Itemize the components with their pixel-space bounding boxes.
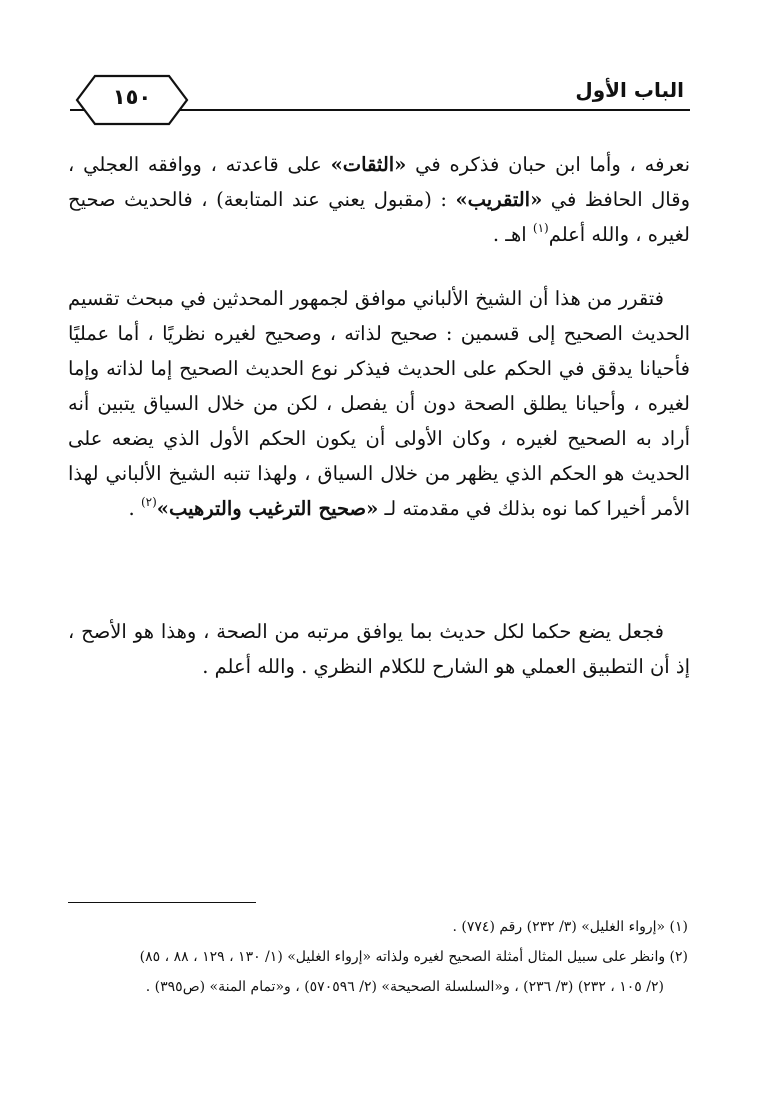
footnote-1: (١) «إرواء الغليل» (٣/ ٢٣٢) رقم (٧٧٤) . xyxy=(452,919,688,935)
p1-text-e: : (مقبول يعني عند المتابعة) ، فالحديث صحيح لغيره ، والله أعلم xyxy=(68,188,690,246)
book-title-thiqat: «الثقات» xyxy=(330,153,407,176)
paragraph-1 xyxy=(68,147,690,252)
paragraph-2 xyxy=(68,281,690,526)
footnotes xyxy=(68,912,688,1002)
book-title-taqrib: «التقريب» xyxy=(455,188,543,211)
footnote-2: (٢) وانظر على سبيل المثال أمثلة الصحيح لغيره ولذاته «إرواء الغليل» (١/ ١٣٠ ، ١٢٩ ، ٨٨ ، ٨٥) xyxy=(139,949,688,965)
footnote-marker-1: (١) xyxy=(532,221,549,235)
page-header xyxy=(70,72,690,132)
footnote-separator xyxy=(68,902,256,903)
chapter-title: الباب الأول xyxy=(575,78,684,102)
p3-text-a: فجعل يضع حكما لكل حديث بما يوافق مرتبه من الصحة ، وهذا هو الأصح ، إذ أن التطبيق العملي هو الشارح للكلام النظري . والله أعلم . xyxy=(68,620,690,678)
page-number: ١٥٠ xyxy=(112,85,152,109)
p1-text-a: نعرفه ، وأما ابن حبان فذكره في xyxy=(406,153,690,176)
footnote-marker-2: (٢) xyxy=(140,495,157,509)
p1-text-c: على قاعدته ، ووافقه العجلي ، وقال الحافظ في xyxy=(68,153,690,211)
paragraph-3 xyxy=(68,614,690,684)
p2-text-c: . xyxy=(128,497,141,520)
p2-text-a: فتقرر من هذا أن الشيخ الألباني موافق لجمهور المحدثين في مبحث تقسيم الحديث الصحيح إلى قسمين : صحيح لذاته ، وصحيح لغيره نظريًا ، أما عمليًا فأحيانا يدقق في الحكم على الحديث فيذكر نوع الحديث الصحيح إما لذاته وإما لغيره ، وأحيانا يطلق الصحة دون أن يفصل ، لكن من خلال السياق يتبين أنه أراد به الصحيح لغيره ، وكان الأولى أن يكون الحكم الأول الذي يضعه على الحديث هو الحكم الذي يظهر من خلال السياق ، ولهذا تنبه الشيخ الألباني لهذا الأمر أخيرا كما نوه بذلك في مقدمته لـ xyxy=(68,287,690,520)
book-title-sahih-targhib: «صحيح الترغيب والترهيب» xyxy=(156,497,379,520)
footnote-2-continuation: (٢/ ١٠٥ ، ٢٣٢) (٣/ ٢٣٦) ، و«السلسلة الصحيحة» (٢/ ٥٧٠٥٩٦) ، و«تمام المنة» (ص٣٩٥) . xyxy=(145,979,664,995)
p1-text-f: اهـ . xyxy=(492,223,533,246)
